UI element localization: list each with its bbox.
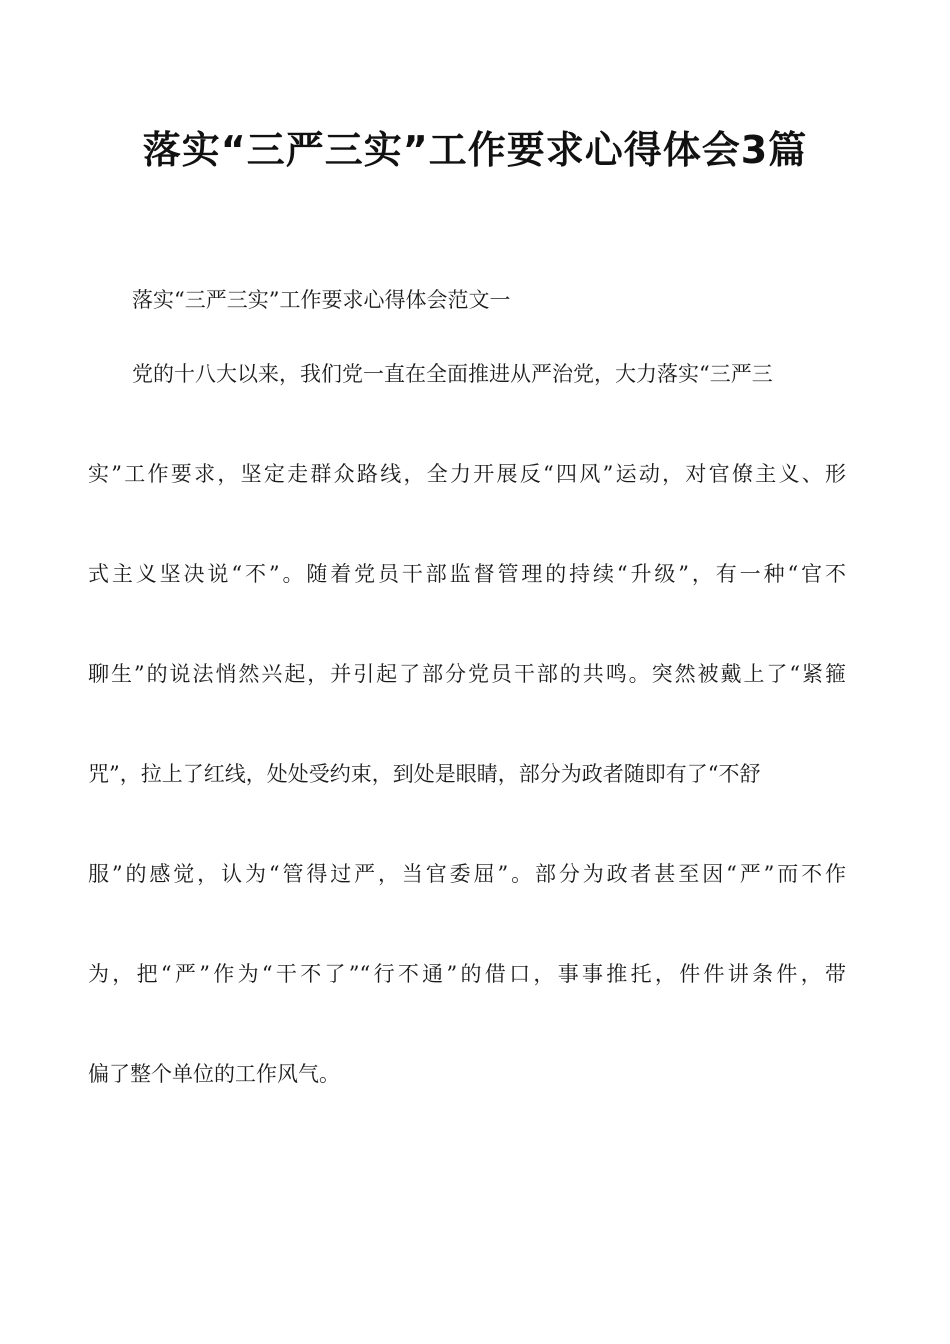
paragraph-line: 服”的感觉，认为“管得过严，当官委屈”。部分为政者甚至因“严”而不作 [88, 862, 846, 886]
paragraph-line: 偏了整个单位的工作风气。 [88, 1062, 340, 1086]
section-heading: 落实“三严三实”工作要求心得体会范文一 [132, 288, 511, 312]
paragraph-line: 党的十八大以来，我们党一直在全面推进从严治党，大力落实“三严三 [132, 362, 773, 386]
paragraph-line: 咒”，拉上了红线，处处受约束，到处是眼睛，部分为政者随即有了“不舒 [88, 762, 761, 786]
paragraph-line: 聊生”的说法悄然兴起，并引起了部分党员干部的共鸣。突然被戴上了“紧箍 [88, 662, 846, 686]
document-title: 落实“三严三实”工作要求心得体会3篇 [142, 128, 808, 172]
paragraph-line: 式主义坚决说“不”。随着党员干部监督管理的持续“升级”，有一种“官不 [88, 562, 846, 586]
paragraph-line: 为，把“严”作为“干不了”“行不通”的借口，事事推托，件件讲条件，带 [88, 962, 846, 986]
paragraph-line: 实”工作要求，坚定走群众路线，全力开展反“四风”运动，对官僚主义、形 [88, 462, 846, 486]
